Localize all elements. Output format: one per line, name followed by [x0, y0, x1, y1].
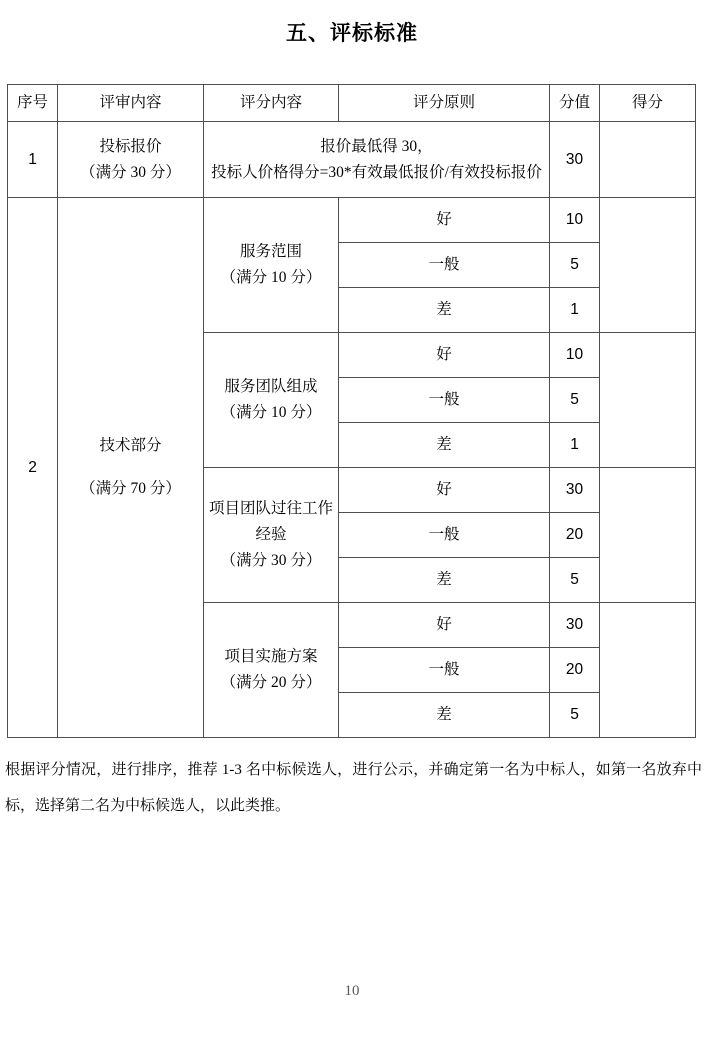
group-name: 服务团队组成	[224, 378, 318, 395]
group-name-sub: （满分 30 分）	[220, 552, 322, 569]
points-cell: 5	[550, 243, 600, 288]
score-cell	[600, 198, 696, 333]
group-name: 项目实施方案	[224, 648, 318, 665]
points-cell: 30	[550, 603, 600, 648]
grade-cell: 差	[339, 693, 550, 738]
header-scoring-content: 评分内容	[204, 85, 339, 122]
price-row	[8, 122, 696, 198]
header-score: 得分	[600, 85, 696, 122]
points-cell: 1	[550, 423, 600, 468]
grade-cell: 好	[339, 603, 550, 648]
price-principle-line1: 报价最低得 30，	[320, 137, 433, 155]
price-row-principle	[204, 122, 550, 198]
points-cell: 30	[550, 468, 600, 513]
page-number: 10	[344, 983, 360, 999]
table-header-row	[8, 85, 696, 122]
price-row-score-cell	[600, 122, 696, 198]
score-cell	[600, 603, 696, 738]
group-name: 服务范围	[239, 243, 302, 260]
price-principle-line2: 投标人价格得分=30*有效最低报价/有效投标报价	[211, 163, 542, 181]
tech-row-name-sub: （满分 70 分）	[80, 480, 181, 497]
tech-row-g0-r0	[8, 198, 696, 243]
score-cell	[600, 333, 696, 468]
group-name-cell-service-team	[204, 333, 339, 468]
group-name-cell-service-scope	[204, 198, 339, 333]
grade-cell: 一般	[339, 378, 550, 423]
points-cell: 5	[550, 378, 600, 423]
grade-cell: 好	[339, 198, 550, 243]
price-row-content	[58, 122, 204, 198]
price-row-name-sub: （满分 30 分）	[80, 163, 181, 181]
grade-cell: 好	[339, 333, 550, 378]
tech-row-content	[58, 198, 204, 738]
tech-row-name: 技术部分	[99, 437, 162, 454]
points-cell: 20	[550, 648, 600, 693]
grade-cell: 一般	[339, 648, 550, 693]
group-name-sub: （满分 10 分）	[220, 404, 322, 421]
price-row-no: 1	[8, 122, 58, 198]
grade-cell: 差	[339, 558, 550, 603]
group-name-cell-implementation-plan	[204, 603, 339, 738]
tech-row-no: 2	[8, 198, 58, 738]
score-cell	[600, 468, 696, 603]
page-title: 五、评标标准	[286, 21, 418, 45]
points-cell: 1	[550, 288, 600, 333]
group-name-cell-past-experience	[204, 468, 339, 603]
footnote: 根据评分情况，进行排序，推荐 1-3 名中标候选人，进行公示，并确定第一名为中标人，如第一名放弃中标，选择第二名为中标候选人，以此类推。	[5, 762, 702, 814]
header-points: 分值	[550, 85, 600, 122]
points-cell: 10	[550, 198, 600, 243]
grade-cell: 差	[339, 423, 550, 468]
price-row-name: 投标报价	[99, 137, 162, 155]
grade-cell: 一般	[339, 243, 550, 288]
document-page	[0, 17, 704, 1044]
points-cell: 5	[550, 558, 600, 603]
evaluation-table	[7, 84, 696, 738]
group-name-sub: （满分 10 分）	[220, 269, 322, 286]
header-scoring-principle: 评分原则	[339, 85, 550, 122]
points-cell: 10	[550, 333, 600, 378]
price-row-points: 30	[550, 122, 600, 198]
grade-cell: 差	[339, 288, 550, 333]
group-name-sub: （满分 20 分）	[220, 674, 322, 691]
points-cell: 5	[550, 693, 600, 738]
header-review-content: 评审内容	[58, 85, 204, 122]
grade-cell: 好	[339, 468, 550, 513]
header-no: 序号	[8, 85, 58, 122]
points-cell: 20	[550, 513, 600, 558]
grade-cell: 一般	[339, 513, 550, 558]
group-name: 项目团队过往工作经验	[208, 500, 333, 543]
